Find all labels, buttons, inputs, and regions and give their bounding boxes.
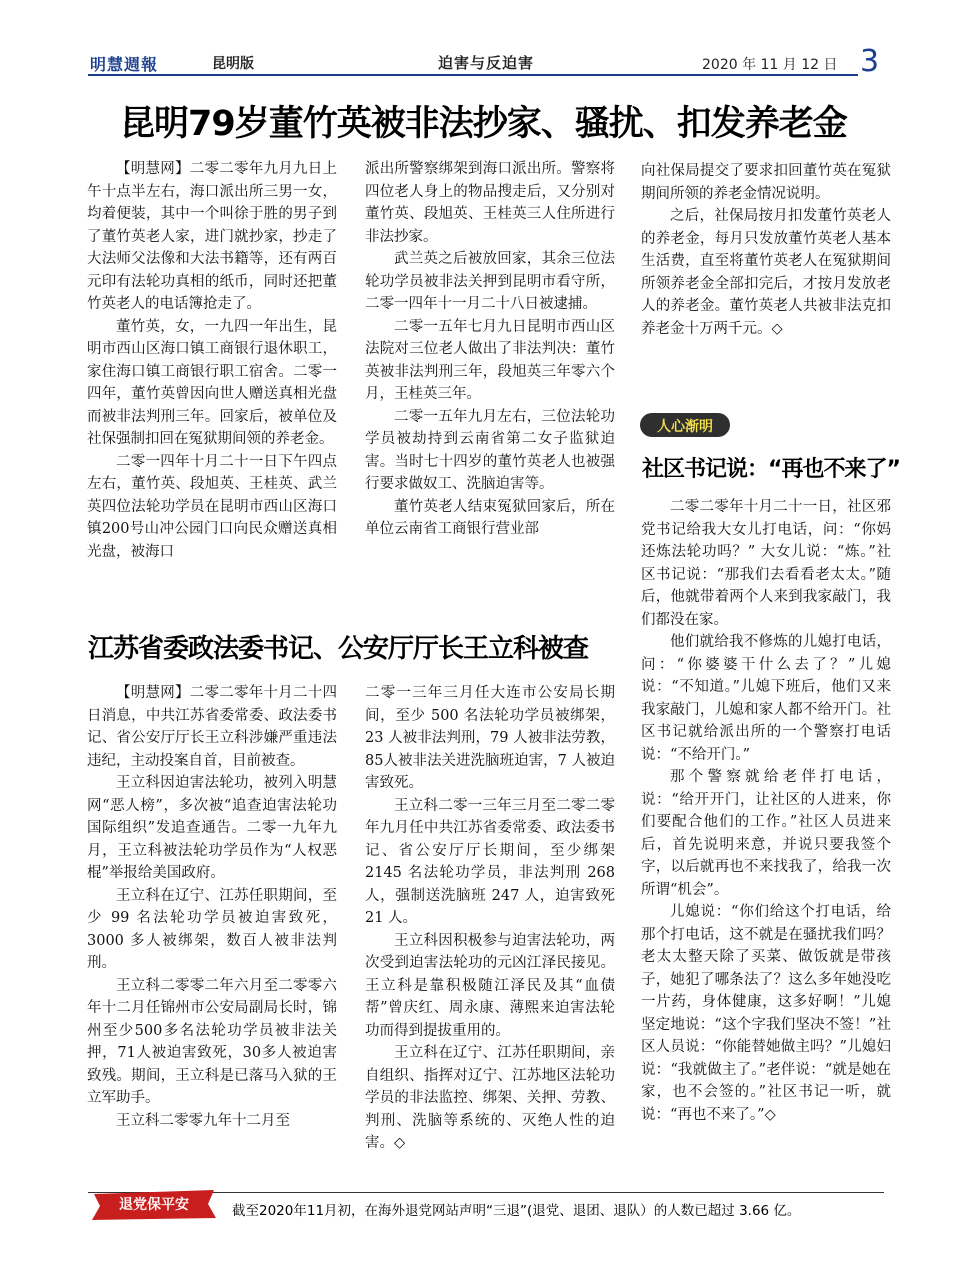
article3-paragraph: 他们就给我不修炼的儿媳打电话，问：“你婆婆干什么去了？”儿媳说：“不知道。”儿媳下班后，他们又来我家敲门，儿媳和家人都不给开门。社区书记就给派出所的一个警察打电话说：“不给开门。” bbox=[641, 634, 891, 763]
article3-headline: 社区书记说：“再也不来了” bbox=[642, 457, 900, 482]
article1-paragraph: 【明慧网】二零二零年九月九日上午十点半左右，海口派出所三男一女，均着便装，其中一个叫徐于胜的男子到了董竹英老人家，进门就抄家，抄走了大法师父法像和大法书籍等，还有两百元印有法轮功真相的纸币，同时还把董竹英老人的电话簿抢走了。 bbox=[87, 161, 337, 312]
article1-column-1 bbox=[87, 158, 337, 620]
header-divider bbox=[88, 74, 858, 76]
article2-paragraph: 王立科二零零二年六月至二零零六年十二月任锦州市公安局副局长时，锦州至少500多名法轮功学员被非法关押，71人被迫害致死，30多人被迫害致残。期间，王立科是已落马入狱的王立军助手。 bbox=[87, 977, 337, 1106]
article2-column-1 bbox=[87, 682, 337, 1182]
article3-paragraph: 二零二零年十月二十一日，社区邪党书记给我大女儿打电话，问：“你妈还炼法轮功吗？” 大女儿说：“炼。”社区书记说：“那我们去看看老太太。”随后，他就带着两个人来到我家敲门，我们都没在家。 bbox=[641, 499, 891, 628]
article1-paragraph: 二零一五年九月左右，三位法轮功学员被劫持到云南省第二女子监狱迫害。当时七十四岁的董竹英老人也被强行要求做奴工、洗脑迫害等。 bbox=[365, 408, 615, 492]
article1-paragraph: 二零一五年七月九日昆明市西山区法院对三位老人做出了非法判决：董竹英被非法判刑三年，段旭英三年零六个月，王桂英三年。 bbox=[365, 318, 615, 402]
article1-paragraph: 向社保局提交了要求扣回董竹英在冤狱期间所领的养老金情况说明。 bbox=[641, 163, 891, 202]
section-badge bbox=[640, 413, 730, 437]
article1-paragraph: 二零一四年十月二十一日下午四点左右，董竹英、段旭英、王桂英、武兰英四位法轮功学员在昆明市西山区海口镇200号山冲公园门口向民众赠送真相光盘，被海口 bbox=[87, 453, 337, 560]
article1-paragraph: 武兰英之后被放回家，其余三位法轮功学员被非法关押到昆明市看守所，二零一四年十一月二十八日被逮捕。 bbox=[365, 251, 615, 312]
article1-column-2 bbox=[365, 158, 615, 620]
article2-paragraph: 王立科因积极参与迫害法轮功，两次受到迫害法轮功的元凶江泽民接见。王立科是靠积极随江泽民及其“血债帮”曾庆红、周永康、薄熙来迫害法轮功而得到提拔重用的。 bbox=[365, 932, 615, 1039]
article2-paragraph: 王立科二零零九年十二月至 bbox=[116, 1112, 290, 1129]
section-badge-label: 人心渐明 bbox=[657, 419, 713, 435]
article1-paragraph: 董竹英，女，一九四一年出生，昆明市西山区海口镇工商银行退休职工，家住海口镇工商银行职工宿舍。二零一四年，董竹英曾因向世人赠送真相光盘而被非法判刑三年。回家后，被单位及社保强制扣回在冤狱期间领的养老金。 bbox=[87, 318, 337, 447]
article2-paragraph: 王立科在辽宁、江苏任职期间，至少 99 名法轮功学员被迫害致死，3000 多人被绑架，数百人被非法判刑。 bbox=[87, 887, 337, 971]
article2-paragraph: 二零一三年三月任大连市公安局长期间，至少 500 名法轮功学员被绑架，23 人被非法判刑，79 人被非法劳教，85人被非法关进洗脑班迫害，7 人被迫害致死。 bbox=[365, 685, 615, 791]
article1-column-3 bbox=[641, 160, 891, 392]
footer-notice: 截至2020年11月初，在海外退党网站声明“三退”(退党、退团、退队）的人数已超过 3.66 亿。 bbox=[232, 1203, 801, 1219]
article2-paragraph: 王立科二零一三年三月至二零二零年九月任中共江苏省委常委、政法委书记、省公安厅厅长期间，至少绑架 2145 名法轮功学员，非法判刑 268 人，强制送洗脑班 247 人，迫害致死 21 人。 bbox=[365, 797, 615, 926]
footer-banner-label: 退党保平安 bbox=[119, 1197, 189, 1213]
article2-paragraph: 王立科在辽宁、江苏任职期间，亲自组织、指挥对辽宁、江苏地区法轮功学员的非法监控、绑架、关押、劳教、判刑、洗脑等系统的、灭绝人性的迫害。◇ bbox=[365, 1045, 615, 1151]
masthead bbox=[88, 44, 888, 79]
article1-paragraph: 派出所警察绑架到海口派出所。警察将四位老人身上的物品搜走后，又分别对董竹英、段旭英、王桂英三人住所进行非法抄家。 bbox=[365, 161, 615, 245]
edition-label: 昆明版 bbox=[212, 56, 254, 72]
article2-paragraph: 【明慧网】二零二零年十月二十四日消息，中共江苏省委常委、政法委书记、省公安厅厅长王立科涉嫌严重违法违纪，主动投案自首，目前被查。 bbox=[87, 685, 337, 769]
article3-paragraph: 那个警察就给老伴打电话，说：“给开开门，让社区的人进来，你们要配合他们的工作。”社区人员进来后，首先说明来意，并说只要我签个字，以后就再也不来找我了，给我一次所谓“机会”。 bbox=[641, 769, 891, 898]
article2-headline: 江苏省委政法委书记、公安厅厅长王立科被查 bbox=[88, 634, 589, 664]
page-number: 3 bbox=[860, 44, 880, 79]
article1-paragraph: 之后，社保局按月扣发董竹英老人的养老金，每月只发放董竹英老人基本生活费，直至将董竹英老人在冤狱期间所领养老金全部扣完后，才按月发放老人的养老金。董竹英老人共被非法克扣养老金十万两千元。◇ bbox=[641, 208, 891, 337]
section-title: 迫害与反迫害 bbox=[438, 54, 535, 72]
article1-paragraph: 董竹英老人结束冤狱回家后，所在单位云南省工商银行营业部 bbox=[365, 498, 615, 537]
article3-paragraph: 儿媳说：“你们给这个打电话，给那个打电话，这不就是在骚扰我们吗？老太太整天除了买菜、做饭就是带孩子，她犯了哪条法了？这么多年她没吃一片药，身体健康，这多好啊！”儿媳坚定地说：“这个字我们坚决不签！”社区人员说：“你能替她做主吗？”儿媳妇说：“我就做主了。”老伴说：“就是她在家，也不会签的。”社区书记一听，就说：“再也不来了。”◇ bbox=[641, 904, 891, 1123]
issue-date: 2020 年 11 月 12 日 bbox=[702, 57, 838, 73]
article1-headline: 昆明79岁董竹英被非法抄家、骚扰、扣发养老金 bbox=[120, 104, 847, 144]
footer-banner bbox=[90, 1188, 218, 1222]
article3-body bbox=[641, 496, 891, 1182]
article2-column-2 bbox=[365, 682, 615, 1182]
article2-paragraph: 王立科因迫害法轮功，被列入明慧网“恶人榜”，多次被“追查迫害法轮功国际组织”发追查通告。二零一九年九月，王立科被法轮功学员作为“人权恶棍”举报给美国政府。 bbox=[87, 775, 337, 881]
newspaper-name: 明慧週報 bbox=[90, 55, 159, 74]
